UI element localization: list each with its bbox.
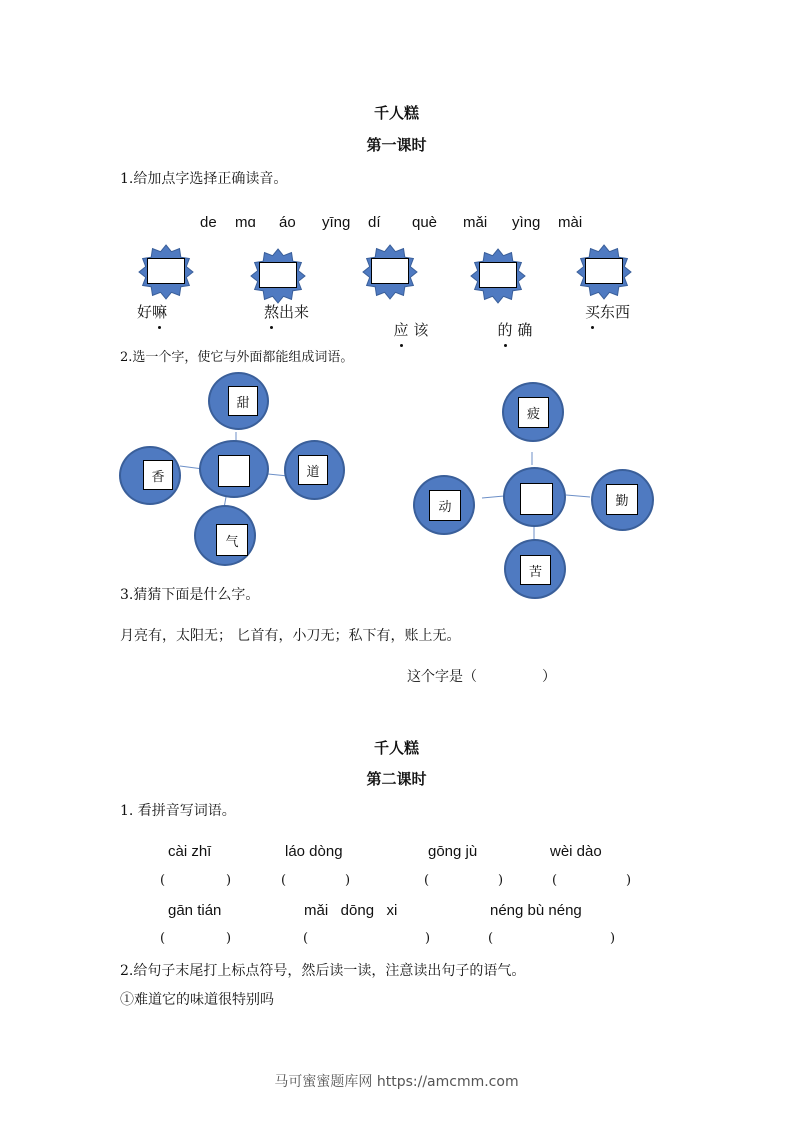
word-text: 该 [408,321,429,339]
answer-blank[interactable] [434,873,498,889]
lesson2-title: 千人糕 [373,739,419,757]
blank-close: ) [226,931,232,946]
blank-open: ( [488,931,494,946]
pinyin-option: dí [368,214,381,231]
answer-blank[interactable] [313,931,423,947]
word-text: 好 [137,303,153,321]
lesson2-q2-prompt: 2.给句子末尾打上标点符号，然后读一读，注意读出句子的语气。 [120,963,526,979]
circle-left-2 [413,475,475,535]
answer-blank[interactable] [170,873,224,889]
lesson1-q3-prompt: 3.猜猜下面是什么字。 [120,587,260,603]
answer-box-center[interactable] [520,483,553,515]
word-text: 东西 [600,303,631,321]
lesson2-q1-prompt: 1. 看拼音写词语。 [120,803,236,819]
circle-center-2 [503,467,566,527]
blank-close: ) [425,931,431,946]
pinyin-option: de [200,214,217,231]
pinyin-word: néng bù néng [490,902,582,919]
blank-close: ) [226,873,232,888]
char-box: 香 [143,460,173,490]
char-box: 道 [298,455,328,485]
circle-bottom-1 [194,505,256,566]
lesson1-q1-prompt: 1.给加点字选择正确读音。 [120,171,288,187]
lesson2-subtitle: 第二课时 [366,770,427,788]
blank-open: ( [303,931,309,946]
word-text: 出来 [279,303,310,321]
char-box: 气 [216,524,248,556]
answer-blank[interactable] [291,873,343,889]
circle-right-1 [284,440,345,500]
char-box: 勤 [606,484,638,515]
dotted-char: 应 [394,319,409,340]
blank-close: ) [345,873,351,888]
blank-close: ) [498,873,504,888]
answer-blank[interactable] [562,873,624,889]
blank-close: ) [610,931,616,946]
pinyin-option: yīng [322,214,351,231]
char-box: 动 [429,490,461,521]
answer-label: 这个字是（ [407,669,477,685]
answer-blank[interactable] [170,931,224,947]
pinyin-option: què [412,214,438,231]
sentence-1: ①难道它的味道很特别吗 [120,992,274,1008]
answer-blank[interactable] [498,931,608,947]
pinyin-option: mɑ [235,214,256,231]
char-box: 甜 [228,386,258,416]
answer-blank[interactable] [486,666,542,684]
dotted-char: 嘛 [152,301,167,322]
circle-top-1 [208,372,269,430]
pinyin-option: áo [279,214,296,231]
lesson1-title: 千人糕 [373,104,419,122]
circle-right-2 [591,469,654,531]
riddle-text: 月亮有，太阳无； 匕首有，小刀无；私下有，账上无。 [120,628,461,644]
lesson1-subtitle: 第一课时 [366,136,427,154]
blank-close: ) [626,873,632,888]
pinyin-word: wèi dào [550,843,602,860]
pinyin-option: mǎi [463,214,488,231]
char-box: 苦 [520,555,551,585]
blank-open: ( [424,873,430,888]
blank-open: ( [160,873,166,888]
pinyin-option: mài [558,214,583,231]
blank-open: ( [281,873,287,888]
circle-left-1 [119,446,181,505]
circle-bottom-2 [504,539,566,599]
dotted-char: 的 [498,319,513,340]
pinyin-word: cài zhī [168,843,212,860]
blank-open: ( [552,873,558,888]
answer-close: ） [542,669,556,685]
pinyin-word: láo dòng [285,843,343,860]
circle-center-1 [199,440,269,498]
pinyin-option: yìng [512,214,541,231]
blank-open: ( [160,931,166,946]
pinyin-word: gān tián [168,902,222,919]
circle-top-2 [502,382,564,442]
answer-box-center[interactable] [218,455,250,487]
dotted-char: 熬 [264,301,279,322]
lesson1-q2-prompt: 2.选一个字，使它与外面都能组成词语。 [120,350,354,365]
footer-watermark: 马可蜜蜜题库网 https://amcmm.com [274,1074,519,1090]
word-text: 确 [512,321,533,339]
pinyin-word: gōng jù [428,843,478,860]
dotted-char: 买 [585,301,600,322]
pinyin-word: mǎi dōng xi [304,902,398,919]
char-box: 疲 [518,397,549,428]
